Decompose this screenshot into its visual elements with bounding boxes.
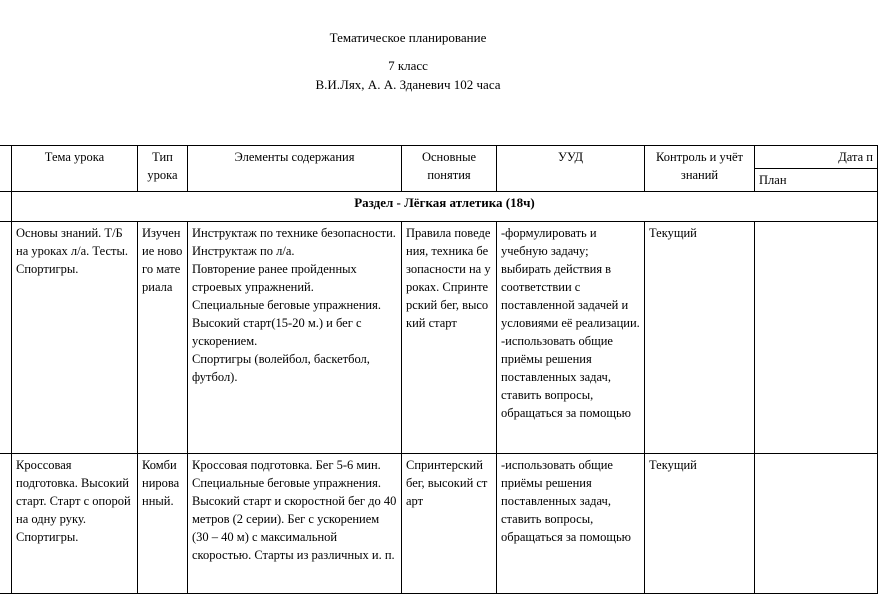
- uud-line: -формулировать и учебную задачу; выбирать действия в соответствии с поставленной задачей и условиями её реализации.: [501, 226, 640, 330]
- date-header: Дата п: [755, 146, 878, 169]
- lesson-concepts: Правила поведения, техника безопасности на уроках. Спринтерский бег, высокий старт: [402, 222, 497, 454]
- planning-table: [0, 145, 878, 594]
- lesson-control: Текущий: [645, 222, 755, 454]
- authors-line: В.И.Лях, А. А. Зданевич 102 часа: [315, 77, 501, 92]
- content-header: Элементы содержания: [188, 146, 402, 192]
- concepts-header: Основные понятия: [402, 146, 497, 192]
- row-number-cell: [0, 222, 12, 454]
- lesson-uud: [497, 454, 645, 594]
- lesson-uud: [497, 222, 645, 454]
- topic-header: Тема урока: [12, 146, 138, 192]
- lesson-control: Текущий: [645, 454, 755, 594]
- lesson-content: [188, 222, 402, 454]
- page-title: Тематическое планирование: [329, 30, 487, 45]
- section-row: Раздел - Лёгкая атлетика (18ч): [12, 192, 878, 222]
- content-line: Спортигры (волейбол, баскетбол, футбол).: [192, 352, 370, 384]
- lesson-type: Изучение нового материала: [138, 222, 188, 454]
- lesson-content: [188, 454, 402, 594]
- lesson-topic: Основы знаний. Т/Б на уроках л/а. Тесты. Спортигры.: [12, 222, 138, 454]
- type-header: Тип урока: [138, 146, 188, 192]
- content-line: Специальные беговые упражнения.: [192, 298, 381, 312]
- content-line: Высокий старт(15-20 м.) и бег с ускорением.: [192, 316, 362, 348]
- content-line: Повторение ранее пройденных строевых упражнений.: [192, 262, 357, 294]
- uud-line: -использовать общие приёмы решения поставленных задач, ставить вопросы, обращаться за помощью: [501, 334, 631, 420]
- row-number-cell: [0, 454, 12, 594]
- uud-header: УУД: [497, 146, 645, 192]
- content-line: Инструктаж по технике безопасности. Инструктаж по л/а.: [192, 226, 396, 258]
- lesson-topic: Кроссовая подготовка. Высокий старт. Старт с опорой на одну руку. Спортигры.: [12, 454, 138, 594]
- lesson-type: Комбинированный.: [138, 454, 188, 594]
- lesson-concepts: Спринтерский бег, высокий старт: [402, 454, 497, 594]
- section-number-cell: [0, 192, 12, 222]
- content-line: Кроссовая подготовка. Бег 5-6 мин. Специальные беговые упражнения. Высокий старт и скоростной бег до 40 метров (2 серии). Бег с ускорением (30 – 40 м) с максимальной скоростью. Старты из различных и. п.: [192, 458, 397, 562]
- number-header-cell: [0, 146, 12, 192]
- uud-line: -использовать общие приёмы решения поставленных задач, ставить вопросы, обращаться за помощью: [501, 458, 631, 544]
- control-header: Контроль и учёт знаний: [645, 146, 755, 192]
- plan-header: План: [755, 169, 878, 192]
- lesson-plan-date: [755, 454, 878, 594]
- grade-label: 7 класс: [388, 58, 428, 73]
- lesson-plan-date: [755, 222, 878, 454]
